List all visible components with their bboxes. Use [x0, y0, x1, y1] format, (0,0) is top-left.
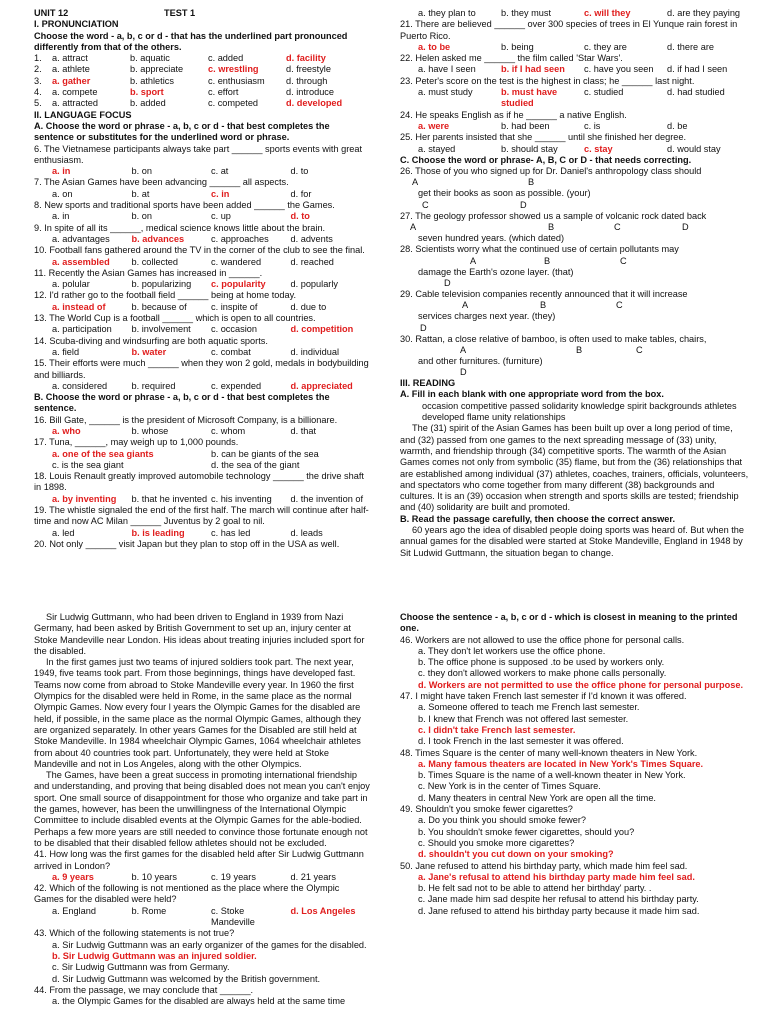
question-5: 5. a. attracted b. added c. competed d. developed: [34, 98, 370, 109]
answer: a. by inventing: [52, 493, 117, 504]
question-1: 1. a. attract b. aquatic c. added d. facility: [34, 53, 370, 64]
sentence-instructions: Choose the sentence - a, b, c or d - which is closest in meaning to the printed one.: [400, 612, 738, 634]
answer: d. appreciated: [290, 380, 353, 391]
reading-instructions-b: B. Read the passage carefully, then choose the correct answer.: [400, 513, 676, 524]
question-26: 26. Those of you who signed up for Dr. Daniel's anthropology class should A B get their books as soon as possible. (your) C D: [400, 166, 702, 210]
question-20: 20. Not only ______ visit Japan but they plan to stop off in the USA as well.: [34, 538, 340, 549]
answer: c. wrestling: [208, 64, 259, 75]
question-44: 44. From the passage, we may conclude that ______. a. the Olympic Games for the disabled are always held at the same time: [34, 984, 346, 1007]
question-2: 2. a. athlete b. appreciate c. wrestling d. freestyle: [34, 64, 331, 75]
question-46: 46. Workers are not allowed to use the office phone for personal calls. a. They don't let workers use the office phone. b. The office phone is supposed .to be used by workers only. c. they don't allowed workers to make phone calls personally. d. Workers are not permitted to use the office phone for personal purpose.: [400, 635, 750, 691]
answer: b. Sir Ludwig Guttmann was an injured soldier.: [52, 950, 257, 961]
question-9: 9. In spite of all its ______, medical science knows little about the brain. a. advantages b. advances c. approaches d. advents: [34, 222, 333, 244]
question-43: 43. Which of the following statements is not true? a. Sir Ludwig Guttmann was an early organizer of the games for the disabled. b. Sir Ludwig Guttmann was an injured soldier. c. Sir Ludwig Guttmann was from Germany. d. Sir Ludwig Guttmann was welcomed by the British government.: [34, 928, 370, 984]
question-23: 23. Peter's score on the test is the highest in class; he ______ last night. a. must study b. must have studied c. studied d. had studied: [400, 75, 725, 109]
answer: b. must have studied: [501, 87, 558, 109]
section-language-focus: II. LANGUAGE FOCUS: [34, 109, 132, 120]
answer: a. assembled: [52, 256, 110, 267]
sheet-top-right: [384, 0, 768, 600]
question-3: 3. a. gather b. athletics c. enthusiasm d. through: [34, 75, 328, 86]
question-8: 8. New sports and traditional sports have been added ______ the Games. a. in b. on c. up d. to: [34, 200, 370, 223]
answer: d. Los Angeles: [290, 905, 356, 916]
question-6: 6. The Vietnamese participants always take part ______ sports events with great enthusiasm. a. in b. on c. at d. to: [34, 143, 363, 177]
answer: c. popularity: [211, 279, 266, 290]
answer: b. advances: [131, 233, 185, 244]
language-instructions-a: A. Choose the word or phrase - a, b, c or d - that best completes the sentence or substitutes for the underlined word or phrase.: [34, 120, 330, 143]
right-column: [384, 0, 768, 1024]
question-25: 25. Her parents insisted that she ______ until she finished her degree. a. stayed b. should stay c. stay d. would stay: [400, 132, 721, 154]
question-16: 16. Bill Gate, ______ is the president of Microsoft Company, is a billionare. a. who b. whose c. whom d. that: [34, 414, 338, 436]
question-13: 13. The World Cup is a football ______ which is open to all countries. a. participation b. involvement c. occasion d. competition: [34, 313, 370, 336]
answer: d. developed: [286, 98, 343, 109]
question-24: 24. He speaks English as if he ______ a native English. a. were b. had been c. is d. be: [400, 109, 688, 131]
answer: b. sport: [130, 87, 164, 98]
sheet-bottom-right: [384, 600, 768, 1024]
question-14: 14. Scuba-diving and windsurfing are both aquatic sports. a. field b. water c. combat d. individual: [34, 335, 340, 357]
answer: a. 9 years: [52, 871, 94, 882]
answer: d. to: [290, 211, 310, 222]
answer: a. instead of: [52, 301, 106, 312]
question-7: 7. The Asian Games have been advancing ______ all aspects. a. on b. at c. in d. for: [34, 177, 312, 199]
reading-passage: [34, 612, 370, 1007]
test-label: TEST 1: [164, 8, 196, 18]
pronunciation-instructions: Choose the word - a, b, c or d - that has the underlined part pronounced differently from that of the others.: [34, 30, 348, 52]
section-pronunciation: I. PRONUNCIATION: [34, 19, 119, 30]
question-48: 48. Times Square is the center of many well-known theaters in New York. a. Many famous theaters are located in New York's Times Square. b. Times Square is the name of a well-known theater in New York. c. New York is in the center of Times Square. d. Many theaters in central New York are open all the time.: [400, 748, 750, 804]
test-header: [34, 8, 370, 19]
question-17: 17. Tuna, ______, may weigh up to 1,000 pounds. a. one of the sea giants b. can be giants of the sea c. is the sea giant d. the sea of the giant: [34, 437, 319, 470]
sheet-top-left: [0, 0, 384, 600]
answer: d. facility: [286, 53, 326, 64]
answer: a. one of the sea giants: [52, 448, 154, 459]
question-50: 50. Jane refused to attend his birthday party, which made him feel sad. a. Jane's refusal to attend his birthday party made him feel sad. b. He felt sad not to be able to attend her birthday' party. . c. Jane made him sad despite her refusal to attend his birthday party. d. Jane refused to attend his birthday party because it made him sad.: [400, 861, 750, 917]
column-content: [34, 8, 370, 550]
language-instructions-b: B. Choose the word or phrase - a, b, c or d - that best completes the sentence.: [34, 392, 330, 414]
column-content: [400, 8, 750, 559]
passage-paragraph: In the first games just two teams of injured soldiers took part. The next year, 1949, five teams took part. From those beginnings, things have developed fast. Teams now come from abroad to Stoke Mandeville every year. In 1960 the first Olympics for the disabled were held in Rome, in the same place as the normal Olympic Games. Now every four l years the Olympic Games for the disabled are held, if possible, in the same place as the normal Olympic Games, although they are organized separately. In other years Games for the Disabled are still held at Stoke Mandeville. In 1984 wheelchair Olympic Games, 1064 wheelchair athletes from about 40 countries took part. Unfortunately, they were held at Stoke Mandeville and not in Los Angeles, along with the other Olympics.: [34, 657, 361, 769]
passage-paragraph: Sir Ludwig Guttmann, who had been driven to England in 1939 from Nazi Germany, had been asked by British Government to set up an, injury center at Stoke Mandeville near London. His ideas about treating injuries included sport for the disabled.: [34, 612, 365, 656]
question-29: 29. Cable television companies recently announced that it will increase A B C services charges next year. (they) D: [400, 288, 688, 333]
answer: d. competition: [290, 324, 354, 335]
question-11: 11. Recently the Asian Games has increased in ______. a. polular b. popularizing c. popularity d. popularly: [34, 267, 338, 290]
section-reading: III. READING: [400, 378, 456, 389]
answer: c. will they: [584, 8, 631, 18]
question-22: 22. Helen asked me ______ the film called 'Star Wars'. a. have I seen b. if I had seen c. have you seen d. if had I seen: [400, 53, 728, 75]
question-18: 18. Louis Renault greatly improved automobile technology ______ the drive shaft in 1898. a. by inventing b. that he invented c. his inventing d. the invention of: [34, 471, 364, 504]
answer: c. in: [211, 188, 230, 199]
answer: c. stay: [584, 143, 613, 154]
question-30: 30. Rattan, a close relative of bamboo, is often used to make tables, chairs, A B C and other furnitures. (furniture) D: [400, 333, 707, 378]
answer: d. Workers are not permitted to use the office phone for personal purpose.: [418, 679, 744, 690]
passage-paragraph: 60 years ago the idea of disabled people doing sports was heard of. But when the annual games for the disabled were started at Stoke Mandeville, England in 1948 by Sit Ludwid Guttmann, the situation began to change.: [400, 524, 744, 558]
passage-paragraph: The Games, have been a great success in promoting international friendship and understanding, and proving that being disabled does not mean you can't enjoy sport. One small source of disappointment for those who organize and take part in the games, however, has been the unwillingness of the International Olympic Committee to include disabled events at the Olympic Games for the able-bodied. Perhaps a few more years are still needed to convince those fortunate enough not to be disabled that their disabled fellow athletes should not be excluded.: [34, 770, 370, 848]
question-41: 41. How long was the first games for the disabled held after Sir Ludwig Guttmann arrived in London? a. 9 years b. 10 years c. 19 years d. 21 years: [34, 849, 364, 882]
answer: b. if I had seen: [501, 64, 565, 75]
question-47: 47. I might have taken French last semester if I'd known it was offered. a. Someone offered to teach me French last semester. b. I knew that French was not offered last semester. c. I didn't take French last semester. d. I took French in the last semester it was offered.: [400, 691, 750, 747]
question-19: 19. The whistle signaled the end of the first half. The march will continue after half-time and now AC Milan ______ Juventus by 2 goal to nil. a. led b. is leading c. has led d. leads: [34, 505, 369, 538]
question-27: 27. The geology professor showed us a sample of volcanic rock dated back A B C D seven hundred years. (which dated): [400, 210, 707, 244]
answer: a. in: [52, 166, 71, 177]
answer: a. Jane's refusal to attend his birthday party made him feel sad.: [418, 871, 695, 882]
sheet-bottom-left: [0, 600, 384, 1024]
answer: d. shouldn't you cut down on your smoking?: [418, 849, 614, 860]
question-15: 15. Their efforts were much ______ when they won 2 gold, medals in bodybuilding and billiards. a. considered b. required c. expended d. appreciated: [34, 358, 369, 391]
answer: c. I didn't take French last semester.: [418, 724, 576, 735]
question-49: 49. Shouldn't you smoke fewer cigarettes? a. Do you think you should smoke fewer? b. You shouldn't smoke fewer cigarettes, should you? c. Should you smoke more cigarettes? d. shouldn't you cut down on your smoking?: [400, 804, 750, 860]
answer: b. water: [131, 346, 167, 357]
question-20-options: a. they plan to b. they must c. will they d. are they paying: [418, 8, 741, 18]
unit-label: UNIT 12: [34, 8, 69, 18]
language-instructions-c: C. Choose the word or phrase- A, B, C or D - that needs correcting.: [400, 154, 692, 165]
question-10: 10. Football fans gathered around the TV in the corner of the club to see the final. a. assembled b. collected c. wandered d. reached: [34, 245, 365, 267]
answer: a. Many famous theaters are located in New York's Times Square.: [418, 758, 704, 769]
question-12: 12. I'd rather go to the football field ______ being at home today. a. instead of b. because of c. inspite of d. due to: [34, 290, 327, 312]
answer: b. is leading: [131, 527, 185, 538]
answer: a. gather: [52, 75, 91, 86]
word-box: occasion competitive passed solidarity knowledge spirit backgrounds athletes developed flame unity relationships: [422, 400, 737, 423]
answer: a. to be: [418, 41, 451, 52]
answer: a. were: [418, 120, 450, 131]
question-42: 42. Which of the following is not mentioned as the place where the Olympic Games for the disabled were held? a. England b. Rome c. Stoke Mandeville d. Los Angeles: [34, 883, 370, 928]
answer: a. who: [52, 425, 81, 436]
column-content: [400, 612, 750, 917]
question-28: 28. Scientists worry what the continued use of certain pollutants may A B C damage the Earth's ozone layer. (that) D: [400, 244, 679, 288]
cloze-passage: The (31) spirit of the Asian Games has been built up over a long period of time, and (32) passed from one games to the next spreading message of (33) unity, warmth, and friendship through (34) competitive sports. The warmth of the Asian Games comes not only from symbolic (35) flame, but from the (36) relationships that are established among individual (37) athletes, coaches, trainers, officials, volunteers, and spectators who come together from many different (38) backgrounds and cultures. It is an (39) occasion when strength and sports skills are tested; friendship and (40) solidarity are built and promoted.: [400, 423, 749, 513]
question-4: 4. a. compete b. sport c. effort d. introduce: [34, 87, 335, 98]
reading-instructions-a: A. Fill in each blank with one appropriate word from the box.: [400, 389, 664, 400]
question-21: 21. There are believed ______ over 300 species of trees in El Yunque rain forest in Puerto Rico. a. to be b. being c. they are d. there are: [400, 19, 738, 52]
